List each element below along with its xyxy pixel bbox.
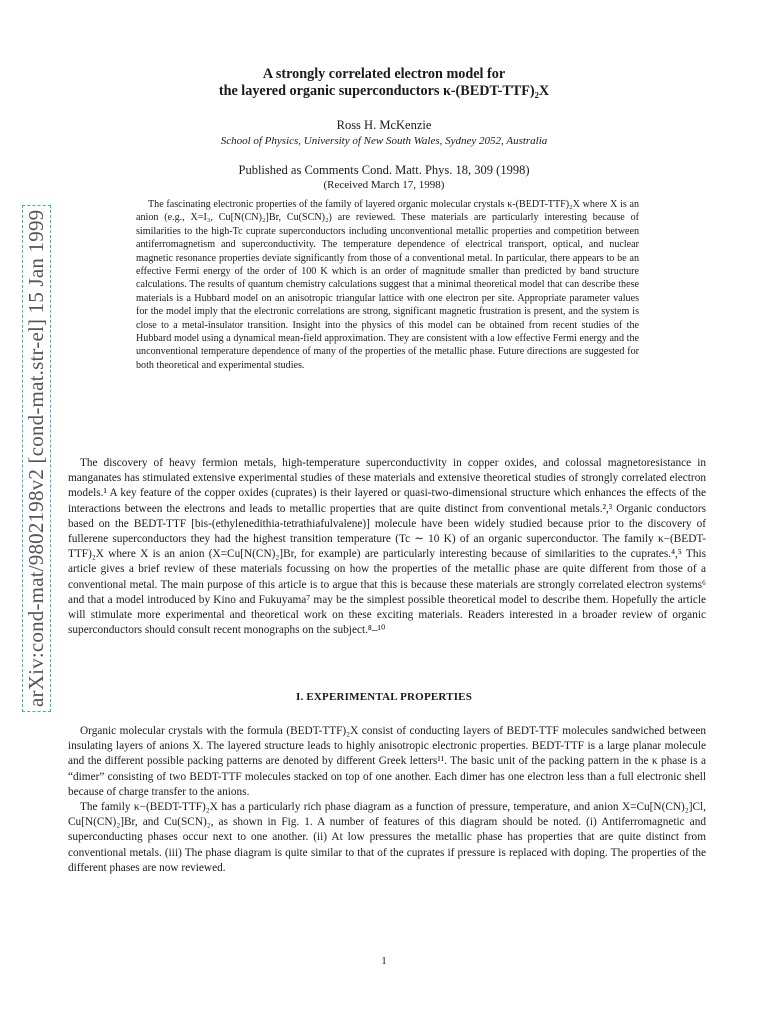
introduction-paragraph: The discovery of heavy fermion metals, high-temperature superconductivity in copper oxides, and colossal magnetoresistance in manganates has stimulated extensive experimental studies of these materials and extensive theoretical studies of strongly correlated electron models.¹ A key feature of the copper oxides (cuprates) is their layered or quasi-two-dimensional structure which enhances the effects of the interactions between the electrons and leads to metallic properties that are quite distinct from conventional metals.²,³ Organic conductors based on the BEDT-TTF [bis-(ethylenedithia-tetrathiafulvalene)] molecule have been widely studied because prior to the discovery of fullerene superconductors they had the highest transition temperature (Tc ∼ 10 K) of an organic superconductor. The family κ−(BEDT-TTF)₂X where X is an anion (X=Cu[N(CN)₂]Br, for example) are particularly interesting because of similarities to the cuprates.⁴,⁵ This article gives a brief review of these materials focussing on how the properties of the metallic phase are quite different from those of a conventional metal. The main purpose of this article is to argue that this is because these materials are strongly correlated electron systems⁶ and that a model introduced by Kino and Fukuyama⁷ may be the simplest possible theoretical model to describe them. Hopefully the article will stimulate more experimental and theoretical work on these exciting materials. Readers interested in a broader review of organic superconductors should consult recent monographs on the subject.⁸–¹⁰: [68, 457, 706, 637]
arxiv-identifier: arXiv:cond-mat/9802198v2 [cond-mat.str-el] 15 Jan 1999: [22, 205, 51, 712]
title-line-2: the layered organic superconductors κ-(BEDT-TTF)₂X: [218, 83, 550, 99]
paper-title: [0, 66, 768, 100]
author-name: Ross H. McKenzie: [336, 118, 432, 132]
abstract: The fascinating electronic properties of the family of layered organic molecular crystals κ-(BEDT-TTF)₂X where X is an anion (e.g., X=I₃, Cu[N(CN)₂]Br, Cu(SCN)₂) are reviewed. These materials are particularly interesting because of similarities to the high-Tc cuprate superconductors including unconventional metallic properties and competition between antiferromagnetism and superconductivity. The temperature dependence of electrical transport, optical, and nuclear magnetic resonance properties deviate significantly from those of a conventional metal. In particular, there appears to be an effective Fermi energy of the order of 100 K which is an order of magnitude smaller than predicted by band structure calculations. The results of quantum chemistry calculations suggest that a minimal theoretical model that can describe these materials is a Hubbard model on an anisotropic triangular lattice with one electron per site. Appropriate parameter values for the model imply that the electronic correlations are strong, significant magnetic frustration is present, and the system is close to a metal-insulator transition. Insight into the physics of this model can be obtained from recent studies of the Hubbard model using a dynamical mean-field approximation. They are consistent with a low effective Fermi energy and the unconventional temperature dependence of many of the properties of the metallic phase. Future directions are suggested for both theoretical and experimental studies.: [136, 199, 639, 371]
title-line-1: A strongly correlated electron model for: [262, 66, 506, 82]
section-paragraph-1: Organic molecular crystals with the formula (BEDT-TTF)₂X consist of conducting layers of BEDT-TTF molecules sandwiched between insulating layers of anions X. The layered structure leads to highly anisotropic electronic properties. BEDT-TTF is a large planar molecule and the different possible packing patterns are denoted by different Greek letters¹¹. The basic unit of the packing pattern in the κ phase is a “dimer” consisting of two BEDT-TTF molecules stacked on top of one another. Each dimer has one electron less than a full electronic shell because of charge transfer to the anions.: [68, 725, 706, 798]
received-date: (Received March 17, 1998): [323, 179, 445, 191]
publication-note: Published as Comments Cond. Matt. Phys. 18, 309 (1998): [238, 163, 530, 177]
section-body: [68, 724, 706, 876]
section-paragraph-2: The family κ−(BEDT-TTF)₂X has a particularly rich phase diagram as a function of pressure, temperature, and anion X=Cu[N(CN)₂]Cl, Cu[N(CN)₂]Br, and Cu(SCN)₂, as shown in Fig. 1. A number of features of this diagram should be noted. (i) Antiferromagnetic and superconducting phases occur next to one another. (ii) At low pressures the metallic phase has properties that are quite distinct from conventional metals. (iii) The phase diagram is quite similar to that of the cuprates if pressure is replaced with doping. The properties of the different phases are now reviewed.: [68, 801, 706, 874]
author-affiliation: School of Physics, University of New South Wales, Sydney 2052, Australia: [220, 135, 548, 147]
page-number: 1: [381, 955, 387, 967]
section-heading: I. EXPERIMENTAL PROPERTIES: [295, 691, 473, 703]
